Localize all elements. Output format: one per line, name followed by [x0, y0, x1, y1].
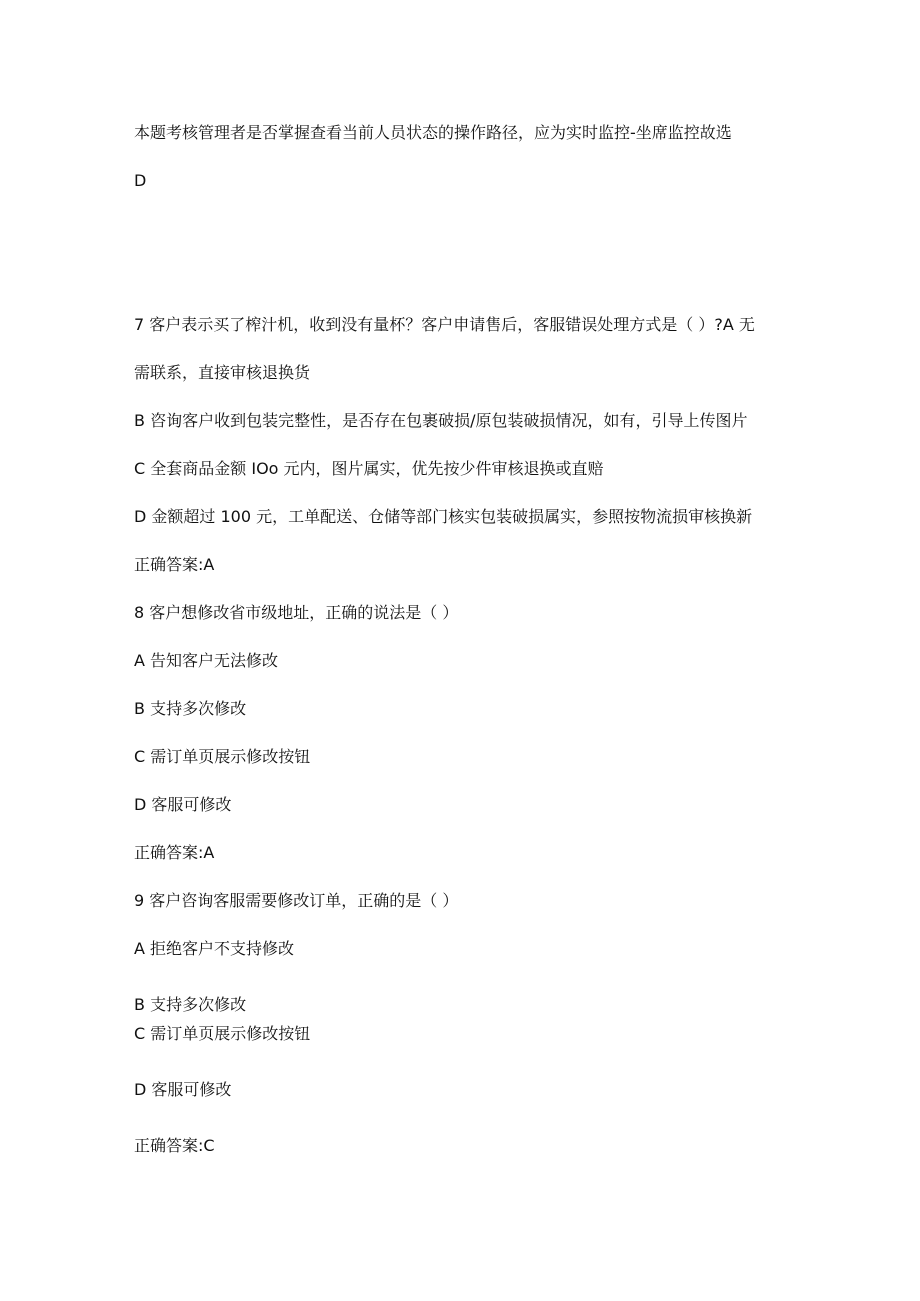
question-9-option-c: C 需订单页展示修改按钮 [134, 1024, 311, 1043]
question-8-option-a: A 告知客户无法修改 [134, 651, 279, 670]
question-7-option-d: D 金额超过 100 元，工单配送、仓储等部门核实包装破损属实，参照按物流损审核换新 [134, 507, 753, 526]
question-9-stem: 9 客户咨询客服需要修改订单，正确的是（ ） [134, 891, 459, 910]
question-8-option-b: B 支持多次修改 [134, 699, 247, 718]
question-7-answer: 正确答案:A [134, 555, 215, 574]
explanation-answer: D [134, 171, 147, 190]
question-8-answer: 正确答案:A [134, 843, 215, 862]
explanation-text: 本题考核管理者是否掌握查看当前人员状态的操作路径，应为实时监控-坐席监控故选 [134, 123, 732, 142]
question-7-stem-line2: 需联系，直接审核退换货 [134, 363, 311, 382]
question-9-option-b: B 支持多次修改 [134, 995, 247, 1014]
question-8-option-c: C 需订单页展示修改按钮 [134, 747, 311, 766]
question-7-option-b: B 咨询客户收到包装完整性，是否存在包裹破损/原包装破损情况，如有，引导上传图片 [134, 411, 748, 430]
question-9-option-d: D 客服可修改 [134, 1080, 232, 1099]
question-9-answer: 正确答案:C [134, 1136, 215, 1155]
question-7-stem-line1: 7 客户表示买了榨汁机，收到没有量杯？客户申请售后，客服错误处理方式是（ ）?A 无 [134, 315, 755, 334]
question-9-option-a: A 拒绝客户不支持修改 [134, 939, 295, 958]
question-8-stem: 8 客户想修改省市级地址，正确的说法是（ ） [134, 603, 459, 622]
question-7-option-c: C 全套商品金额 IOo 元内，图片属实，优先按少件审核退换或直赔 [134, 459, 604, 478]
question-8-option-d: D 客服可修改 [134, 795, 232, 814]
